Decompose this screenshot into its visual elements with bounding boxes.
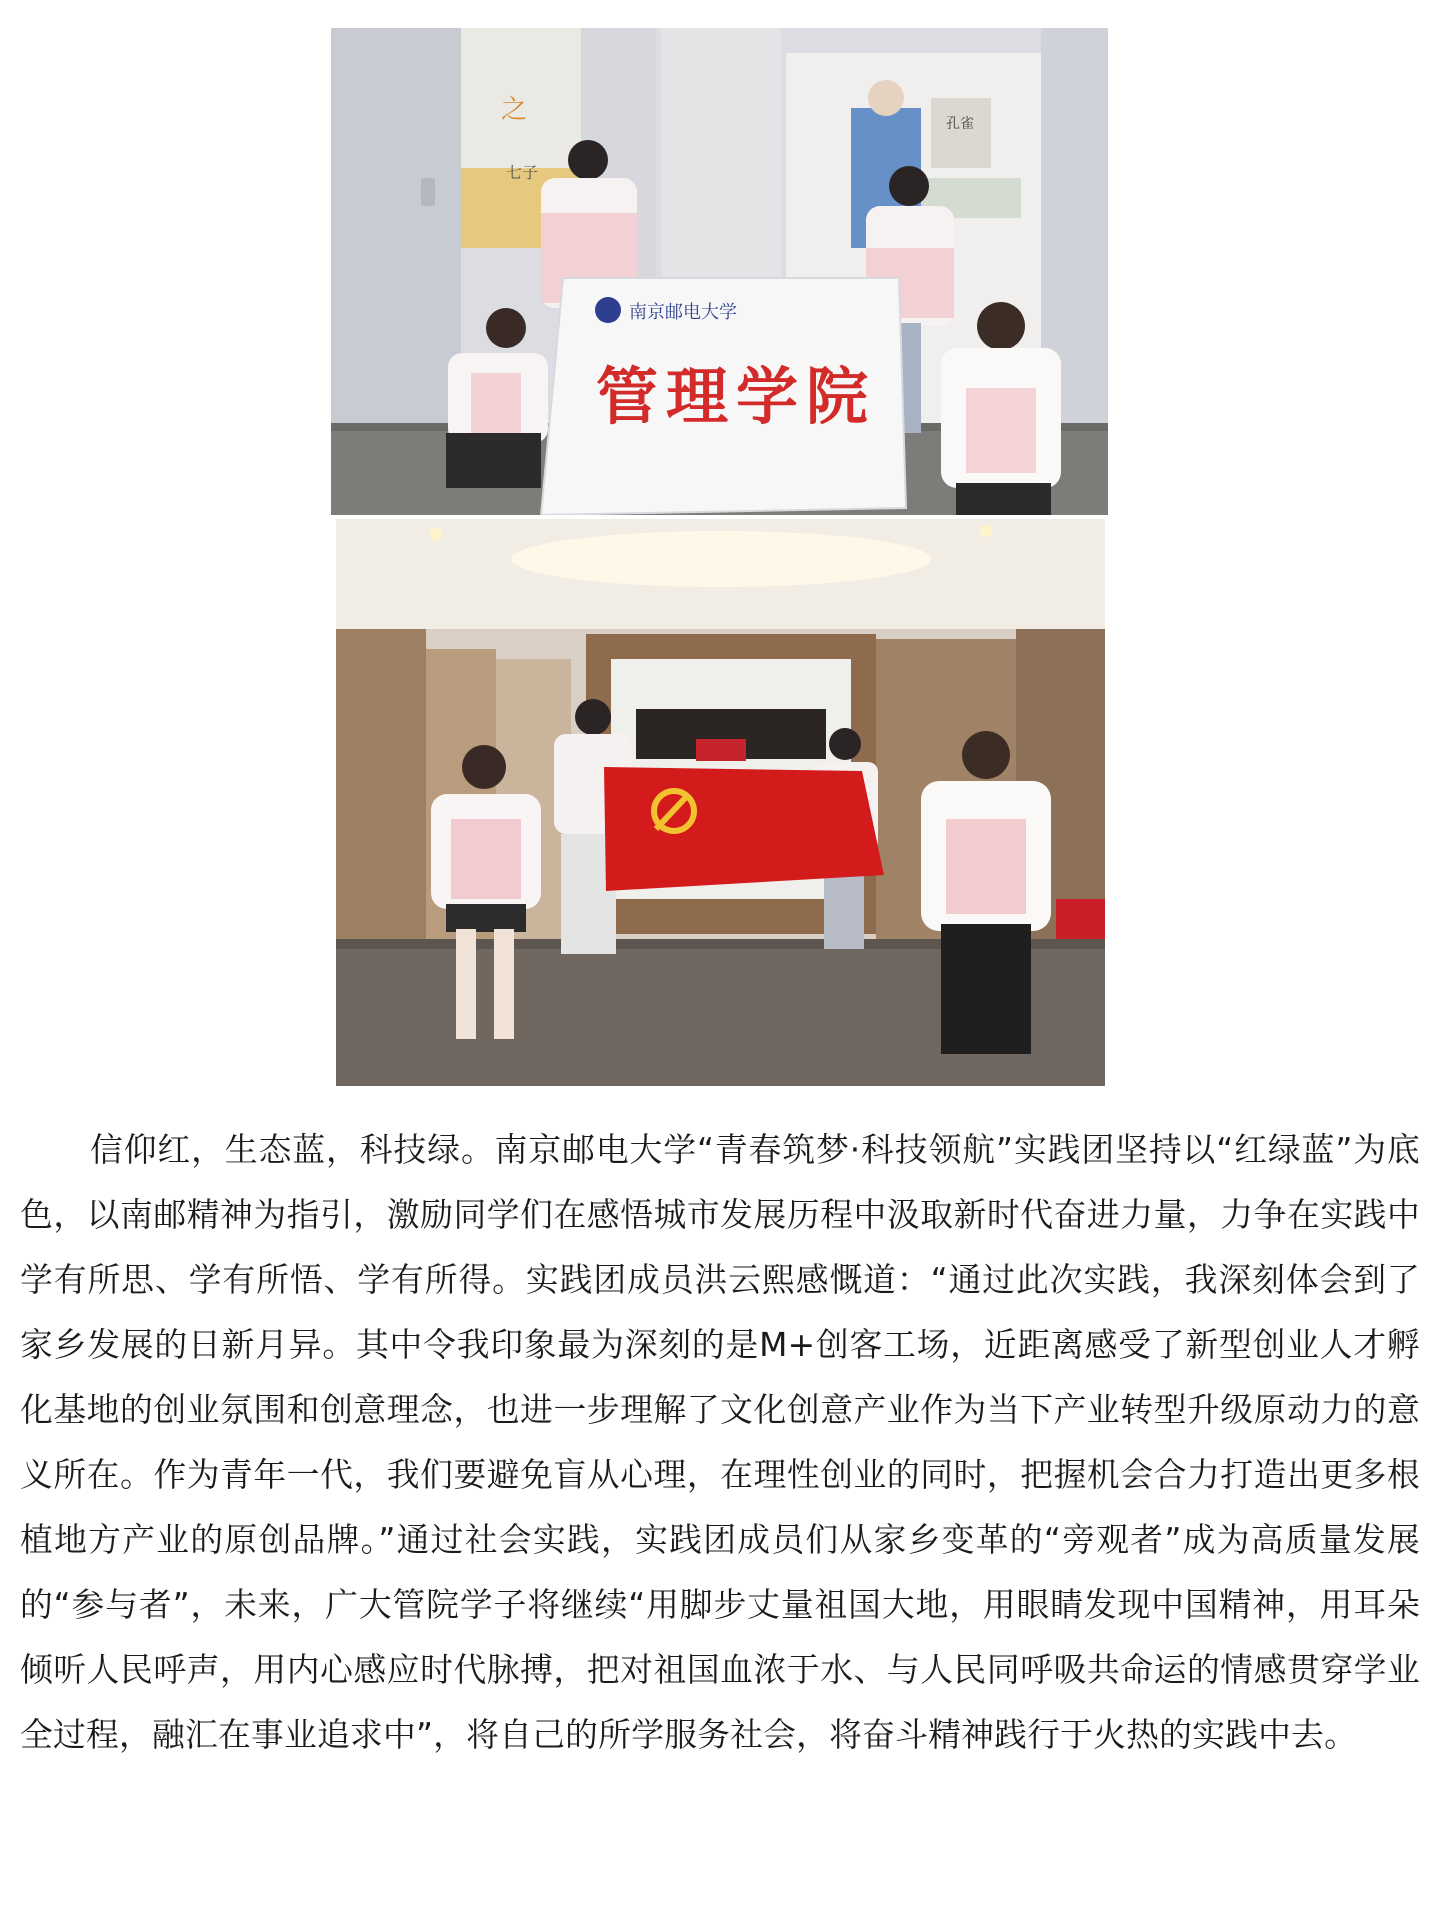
group-photo-flag bbox=[336, 519, 1105, 1086]
party-flag bbox=[604, 767, 884, 891]
article-paragraph: 信仰红，生态蓝，科技绿。南京邮电大学“青春筑梦·科技领航”实践团坚持以“红绿蓝”为底色，以南邮精神为指引，激励同学们在感悟城市发展历程中汲取新时代奋进力量，力争在实践中学有所思、学有所悟、学有所得。实践团成员洪云熙感慨道：“通过此次实践，我深刻体会到了家乡发展的日新月异。其中令我印象最为深刻的是M+创客工场，近距离感受了新型创业人才孵化基地的创业氛围和创意理念，也进一步理解了文化创意产业作为当下产业转型升级原动力的意义所在。作为青年一代，我们要避免盲从心理，在理性创业的同时，把握机会合力打造出更多根植地方产业的原创品牌。”通过社会实践，实践团成员们从家乡变革的“旁观者”成为高质量发展的“参与者”，未来，广大管院学子将继续“用脚步丈量祖国大地，用眼睛发现中国精神，用耳朵倾听人民呼声，用内心感应时代脉搏，把对祖国血浓于水、与人民同呼吸共命运的情感贯穿学业全过程，融汇在事业追求中”，将自己的所学服务社会，将奋斗精神践行于火热的实践中去。 bbox=[20, 1131, 1420, 1754]
wall-text-left: 七子 bbox=[506, 163, 539, 182]
group-photo-banner bbox=[331, 28, 1108, 515]
university-logo bbox=[595, 297, 621, 323]
wall-text-right: 孔雀 bbox=[946, 116, 974, 132]
svg-text:之: 之 bbox=[501, 95, 528, 125]
banner-text: 管理学院 bbox=[596, 360, 877, 433]
university-name: 南京邮电大学 bbox=[629, 302, 737, 323]
